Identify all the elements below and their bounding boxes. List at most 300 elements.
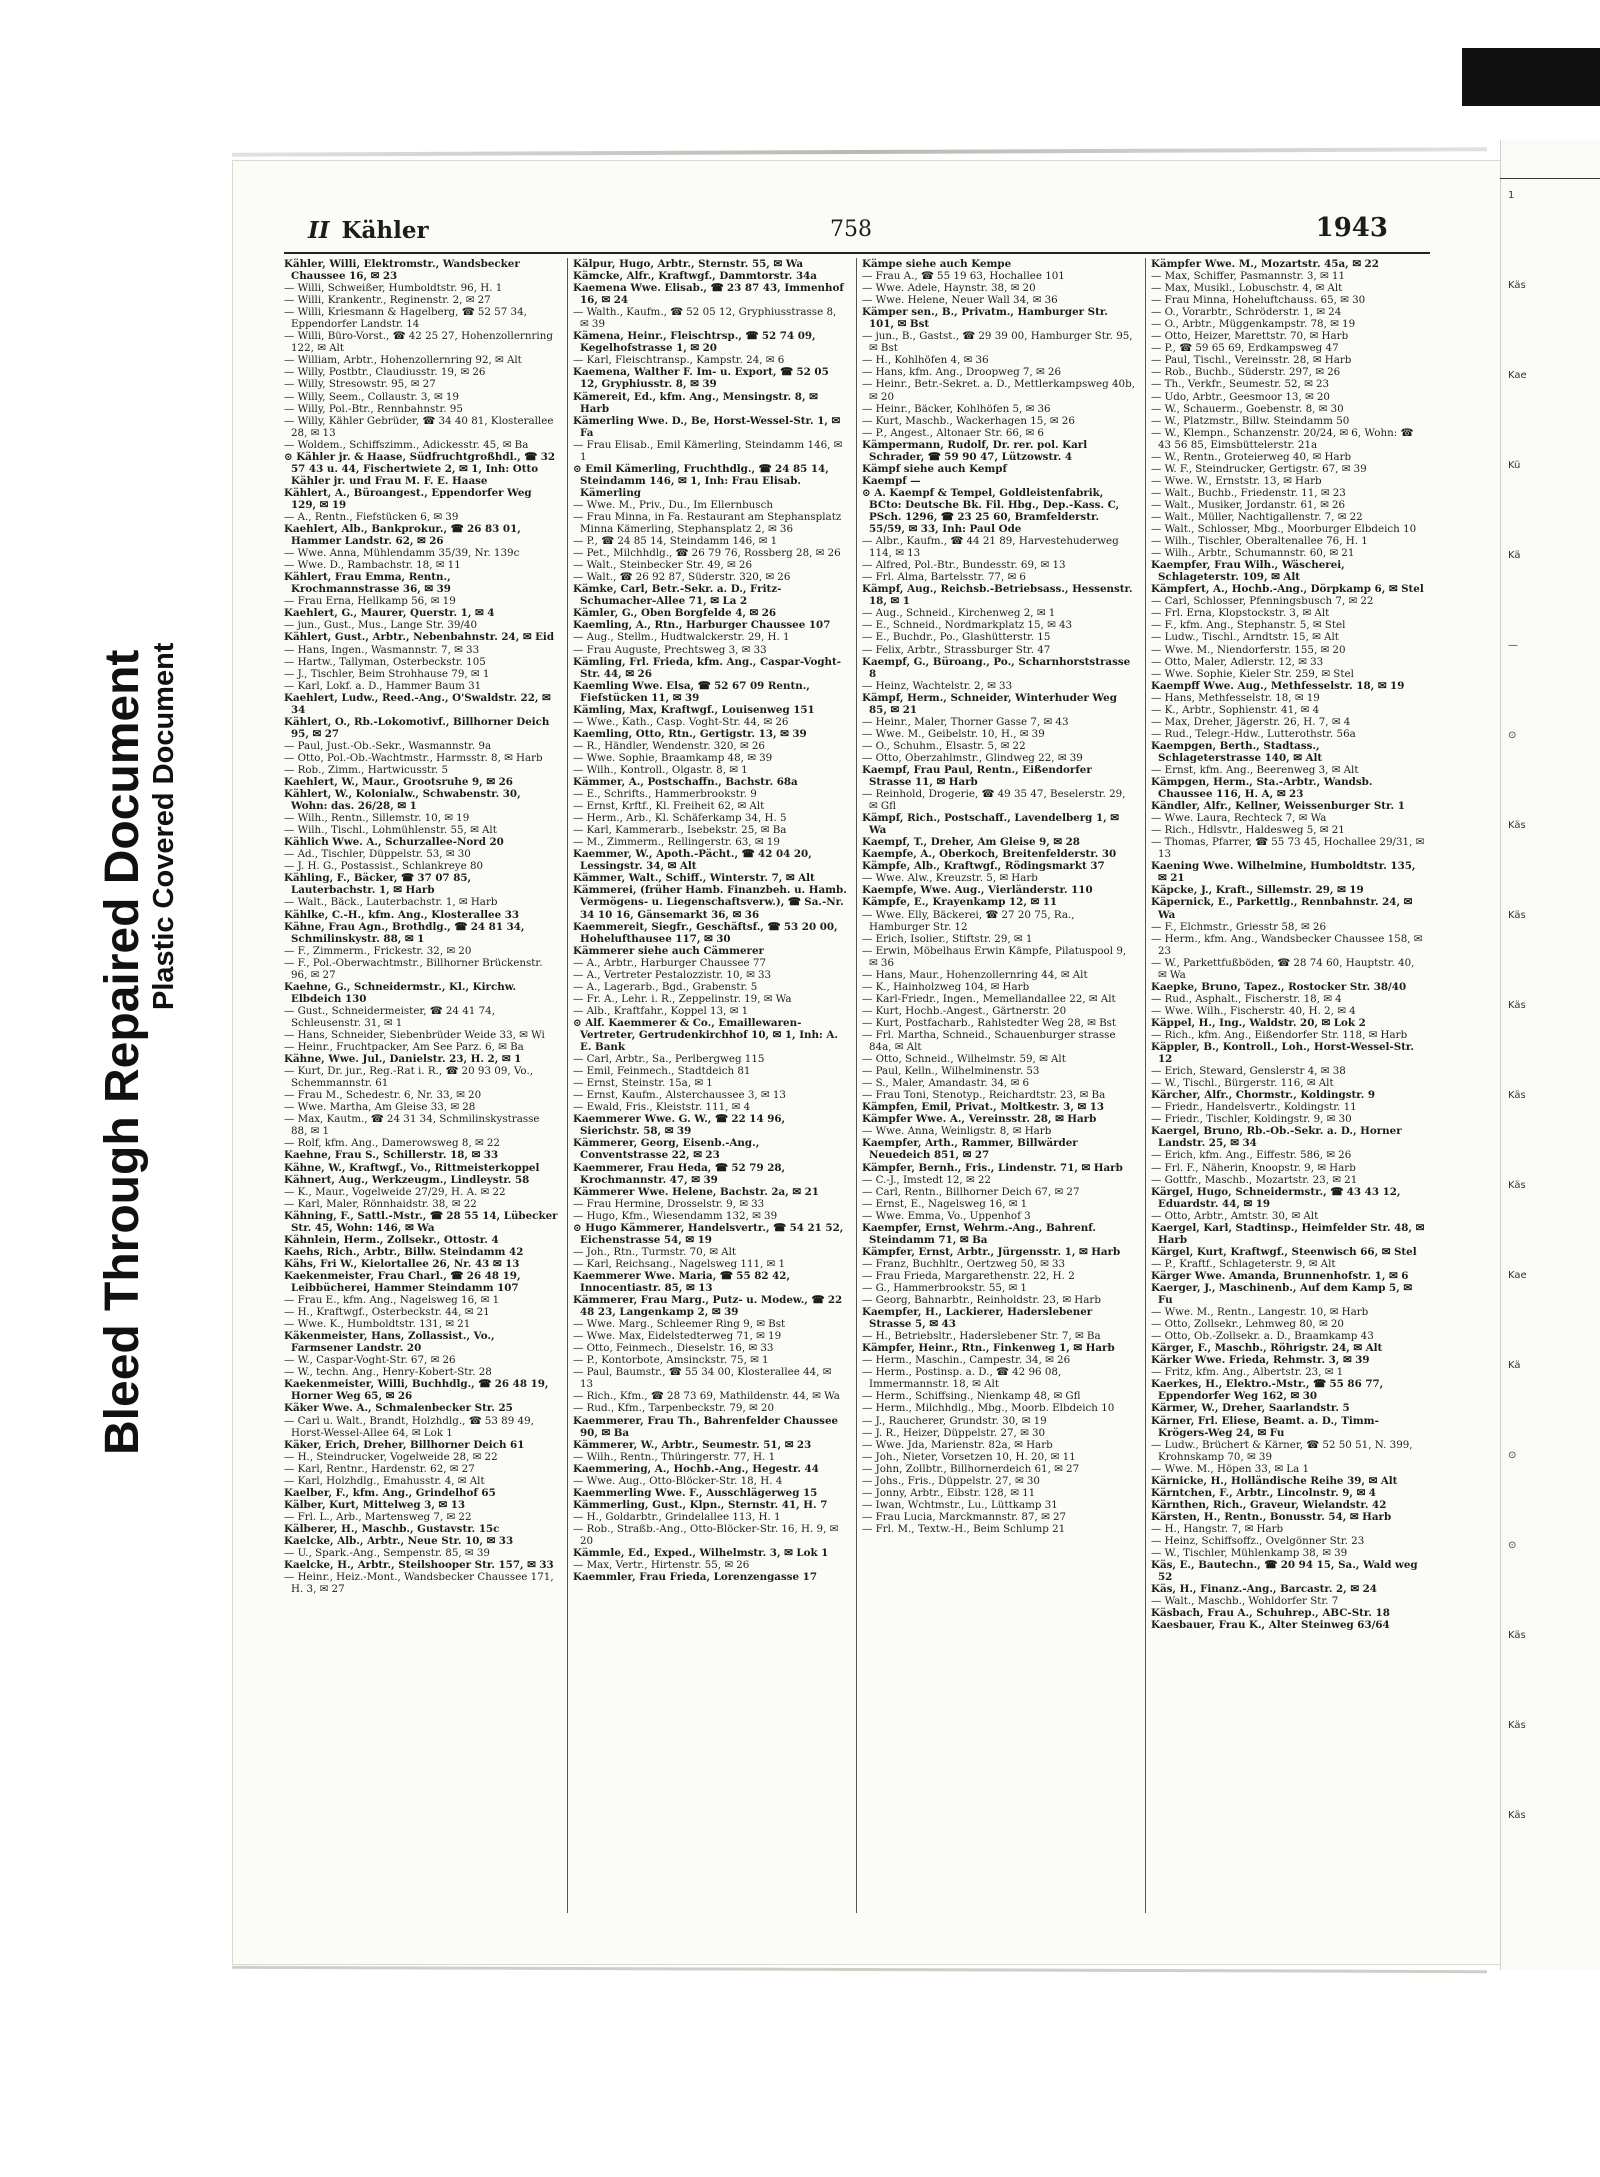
directory-entry: — Wwe. Martha, Am Gleise 33, ✉ 28 bbox=[284, 1101, 476, 1114]
directory-entry: Kämereit, Ed., kfm. Ang., Mensingstr. 8, ✉ Harb bbox=[573, 390, 818, 415]
directory-entry: Kaempfe, A., Oberkoch, Breitenfelderstr. 30 bbox=[862, 848, 1117, 861]
directory-entry: — Jonny, Arbtr., Eibstr. 128, ✉ 11 bbox=[862, 1486, 1036, 1499]
directory-entry: — Ludw., Tischl., Arndtstr. 15, ✉ Alt bbox=[1151, 631, 1339, 644]
directory-entry: — Franz, Buchhltr., Oertzweg 50, ✉ 33 bbox=[862, 1257, 1066, 1270]
directory-entry: Kaehlert, W., Maur., Grootsruhe 9, ✉ 26 bbox=[284, 776, 513, 789]
directory-entry: — Wwe. Jda, Marienstr. 82a, ✉ Harb bbox=[862, 1438, 1053, 1451]
directory-entry: — Max, Dreher, Jägerstr. 26, H. 7, ✉ 4 bbox=[1151, 715, 1351, 728]
directory-entry: — Hans, Ingen., Wasmannstr. 7, ✉ 33 bbox=[284, 643, 480, 656]
next-page-fragment: Käs bbox=[1508, 1810, 1526, 1821]
directory-entry: — Wilh., Rentn., Thüringerstr. 77, H. 1 bbox=[573, 1450, 776, 1463]
directory-entry: — Alb., Kraftfahr., Koppel 13, ✉ 1 bbox=[573, 1004, 749, 1017]
column-divider bbox=[856, 258, 857, 1913]
scanner-shadow bbox=[1462, 48, 1600, 106]
directory-entry: — Walt., Müller, Nachtigallenstr. 7, ✉ 22 bbox=[1151, 510, 1363, 523]
column-divider bbox=[1145, 258, 1146, 1913]
directory-entry: Kähnert, Aug., Werkzeugm., Lindleystr. 58 bbox=[284, 1173, 530, 1186]
directory-entry: — jun., B., Gastst., ☎ 29 39 00, Hamburger Str. 95, ✉ Bst bbox=[862, 330, 1133, 355]
directory-entry: ⊙ A. Kaempf & Tempel, Goldleistenfabrik, BCto: Deutsche Bk. Fil. Hbg., Dep.-Kass. C, PSch. 1296, ☎ 23 25 60, Bramfelderstr. 55/59, ✉ 33, Inh: Paul Ode bbox=[862, 486, 1120, 536]
directory-entry: Kaehne, Frau S., Schillerstr. 18, ✉ 33 bbox=[284, 1149, 499, 1162]
directory-entry: — Hans, Methfesselstr. 18, ✉ 19 bbox=[1151, 691, 1320, 704]
directory-entry: Kämpf, Rich., Postschaff., Lavendelberg 1, ✉ Wa bbox=[862, 812, 1119, 837]
directory-entry: Käppel, H., Ing., Waldstr. 20, ✉ Lok 2 bbox=[1151, 1016, 1366, 1029]
directory-entry: — Rich., Kfm., ☎ 28 73 69, Mathildenstr. 44, ✉ Wa bbox=[573, 1390, 840, 1403]
directory-entry: — Wwe. Sophie, Braamkamp 48, ✉ 39 bbox=[573, 751, 773, 764]
document-status-label: Bleed Through Repaired Document bbox=[96, 649, 149, 1455]
next-page-fragment: 1 bbox=[1508, 190, 1515, 201]
directory-entry: Kämpfer, Ernst, Arbtr., Jürgensstr. 1, ✉ Harb bbox=[862, 1245, 1121, 1258]
directory-entry: — Gottfr., Maschb., Mozartstr. 23, ✉ 21 bbox=[1151, 1173, 1358, 1186]
directory-entry: Käpernick, E., Parkettlg., Rennbahnstr. 24, ✉ Wa bbox=[1151, 896, 1413, 921]
directory-entry: Kähnlein, Herm., Zollsekr., Ottostr. 4 bbox=[284, 1233, 499, 1246]
directory-entry: — A., Rentn., Fiefstücken 6, ✉ 39 bbox=[284, 510, 459, 523]
directory-entry: — W., techn. Ang., Henry-Kobert-Str. 28 bbox=[284, 1366, 492, 1379]
directory-entry: Kaelcke, H., Arbtr., Steilshooper Str. 157, ✉ 33 bbox=[284, 1559, 554, 1572]
directory-entry: Kaempgen, Berth., Stadtass., Schlageterstrasse 140, ✉ Alt bbox=[1151, 739, 1323, 764]
directory-entry: Kaekenmeister, Willi, Buchhdlg., ☎ 26 48 19, Horner Weg 65, ✉ 26 bbox=[284, 1378, 549, 1403]
directory-entry: Kaempff Wwe. Aug., Methfesselstr. 18, ✉ 19 bbox=[1151, 679, 1405, 692]
directory-entry: — Hartw., Tallyman, Osterbeckstr. 105 bbox=[284, 655, 486, 668]
directory-entry: — W., Tischl., Bürgerstr. 116, ✉ Alt bbox=[1151, 1077, 1334, 1090]
directory-entry: Kaemmer, W., Apoth.-Pächt., ☎ 42 04 20, Lessingstr. 34, ✉ Alt bbox=[573, 848, 812, 873]
directory-entry: — Otto, Schneid., Wilhelmstr. 59, ✉ Alt bbox=[862, 1053, 1066, 1066]
directory-entry: Kärnthen, Rich., Graveur, Wielandstr. 42 bbox=[1151, 1498, 1387, 1511]
directory-entry: Käsbach, Frau A., Schuhrep., ABC-Str. 18 bbox=[1151, 1607, 1390, 1620]
directory-entry: — Wwe. Marg., Schleemer Ring 9, ✉ Bst bbox=[573, 1318, 786, 1331]
directory-entry: — Wwe. Anna, Weinligstr. 8, ✉ Harb bbox=[862, 1125, 1052, 1138]
directory-entry: — Willi, Kriesmann & Hagelberg, ☎ 52 57 34, Eppendorfer Landstr. 14 bbox=[284, 306, 527, 331]
directory-entry: — Max, Schiffer, Pasmannstr. 3, ✉ 11 bbox=[1151, 270, 1346, 283]
head-keyword: Kähler bbox=[341, 217, 429, 244]
directory-entry: — Carl, Rentn., Billhorner Deich 67, ✉ 27 bbox=[862, 1185, 1080, 1198]
directory-entry: Kählert, Frau Emma, Rentn., Krochmannstrasse 36, ✉ 39 bbox=[284, 571, 451, 596]
directory-entry: — Ernst, Steinstr. 15a, ✉ 1 bbox=[573, 1077, 713, 1090]
directory-entry: — Udo, Arbtr., Geesmoor 13, ✉ 20 bbox=[1151, 390, 1330, 403]
directory-entry: — Wwe. M., Rentn., Langestr. 10, ✉ Harb bbox=[1151, 1306, 1369, 1319]
top-margin bbox=[0, 0, 1600, 48]
directory-entry: — Heinr., Heiz.-Mont., Wandsbecker Chaussee 171, H. 3, ✉ 27 bbox=[284, 1571, 554, 1596]
directory-entry: — Wwe. M., Niendorferstr. 155, ✉ 20 bbox=[1151, 643, 1346, 656]
directory-entry: — Karl, Fleischtransp., Kampstr. 24, ✉ 6 bbox=[573, 354, 785, 367]
directory-entry: — F., Zimmerm., Frickestr. 32, ✉ 20 bbox=[284, 944, 472, 957]
next-page-fragment: — bbox=[1508, 640, 1518, 651]
directory-entry: — J., Raucherer, Grundstr. 30, ✉ 19 bbox=[862, 1414, 1047, 1427]
directory-entry: — Frau M., Schedestr. 6, Nr. 33, ✉ 20 bbox=[284, 1089, 482, 1102]
directory-entry: — Rud., Telegr.-Hdw., Lutterothstr. 56a bbox=[1151, 727, 1356, 740]
next-page-fragment: Käs bbox=[1508, 910, 1526, 921]
directory-entry: — Gust., Schneidermeister, ☎ 24 41 74, Schleusenstr. 31, ✉ 1 bbox=[284, 1004, 495, 1029]
directory-entry: — Erich, Steward, Genslerstr 4, ✉ 38 bbox=[1151, 1065, 1346, 1078]
directory-entry: Kämpf siehe auch Kempf bbox=[862, 462, 1007, 475]
directory-entry: — E., Schneid., Nordmarkplatz 15, ✉ 43 bbox=[862, 619, 1073, 632]
directory-entry: — Johs., Fris., Düppelstr. 27, ✉ 30 bbox=[862, 1474, 1040, 1487]
directory-entry: Kämling, Frl. Frieda, kfm. Ang., Caspar-Voght-Str. 44, ✉ 26 bbox=[573, 655, 842, 680]
directory-entry: — Wwe. Sophie, Kieler Str. 259, ✉ Stel bbox=[1151, 667, 1354, 680]
directory-entry: — Herm., Arb., Kl. Schäferkamp 34, H. 5 bbox=[573, 812, 787, 825]
next-page-fragment: Käs bbox=[1508, 1180, 1526, 1191]
directory-entry: Käs, E., Bautechn., ☎ 20 94 15, Sa., Wald weg 52 bbox=[1151, 1559, 1418, 1584]
directory-entry: — Ewald, Fris., Kleiststr. 111, ✉ 4 bbox=[573, 1101, 751, 1114]
directory-entry: Kämmerling, Gust., Klpn., Sternstr. 41, H. 7 bbox=[573, 1498, 828, 1511]
directory-entry: ⊙ Hugo Kämmerer, Handelsvertr., ☎ 54 21 52, Eichenstrasse 54, ✉ 19 bbox=[573, 1221, 844, 1246]
directory-entry: — Th., Verkfr., Seumestr. 52, ✉ 23 bbox=[1151, 378, 1330, 391]
directory-entry: — Emil, Feinmech., Stadtdeich 81 bbox=[573, 1065, 751, 1078]
directory-entry: Kämpfer Wwe. M., Mozartstr. 45a, ✉ 22 bbox=[1151, 258, 1379, 270]
directory-entry: — Walth., Kaufm., ☎ 52 05 12, Gryphiusstrasse 8, ✉ 39 bbox=[573, 306, 837, 331]
directory-entry: — Willi, Büro-Vorst., ☎ 42 25 27, Hohenzollernring 122, ✉ Alt bbox=[284, 330, 553, 355]
directory-entry: — Karl, Reichsang., Nagelsweg 111, ✉ 1 bbox=[573, 1257, 786, 1270]
next-page-fragment: Kae bbox=[1508, 370, 1527, 381]
document-condition-label: Plastic Covered Document bbox=[148, 642, 180, 1010]
directory-entry: Kändler, Alfr., Kellner, Weissenburger Str. 1 bbox=[1151, 800, 1405, 813]
directory-entry: Kaempf, G., Büroang., Po., Scharnhorststrasse 8 bbox=[862, 655, 1131, 680]
directory-entry: — Walt., Bäck., Lauterbachstr. 1, ✉ Harb bbox=[284, 896, 498, 909]
directory-entry: — P., Kraftf., Schlageterstr. 9, ✉ Alt bbox=[1151, 1257, 1336, 1270]
directory-entry: Kaemmerling Wwe. F., Ausschlägerweg 15 bbox=[573, 1486, 818, 1499]
directory-entry: — Friedr., Handelsvertr., Koldingstr. 11 bbox=[1151, 1101, 1357, 1114]
directory-entry: — Fritz, kfm. Ang., Albertstr. 23, ✉ 1 bbox=[1151, 1366, 1344, 1379]
directory-entry: — Karl, Rentnr., Hardenstr. 62, ✉ 27 bbox=[284, 1462, 475, 1475]
directory-entry: Kämmer, A., Postschaffn., Bachstr. 68a bbox=[573, 776, 798, 789]
directory-entry: Kämpfe, E., Krayenkamp 12, ✉ 11 bbox=[862, 896, 1058, 909]
directory-entry: Kämpermann, Rudolf, Dr. rer. pol. Karl Schrader, ☎ 59 90 47, Lützowstr. 4 bbox=[862, 438, 1088, 463]
next-page-fragment: Käs bbox=[1508, 1000, 1526, 1011]
directory-entry: Kaemmerer Wwe. G. W., ☎ 22 14 96, Sierichstr. 58, ✉ 39 bbox=[573, 1113, 786, 1138]
directory-entry: Kaening Wwe. Wilhelmine, Humboldtstr. 135, ✉ 21 bbox=[1151, 860, 1416, 885]
directory-entry: Kämpf, Herm., Schneider, Winterhuder Weg 85, ✉ 21 bbox=[862, 691, 1117, 716]
directory-entry: — W., Rentn., Groteierweg 40, ✉ Harb bbox=[1151, 450, 1352, 463]
directory-entry: — Otto, Feinmech., Dieselstr. 16, ✉ 33 bbox=[573, 1342, 774, 1355]
directory-entry: Kämmerer Wwe. Helene, Bachstr. 2a, ✉ 21 bbox=[573, 1185, 819, 1198]
directory-entry: — Frau Minna, Hoheluftchauss. 65, ✉ 30 bbox=[1151, 294, 1366, 307]
directory-entry: — F., kfm. Ang., Stephanstr. 5, ✉ Stel bbox=[1151, 619, 1346, 632]
directory-entry: Kählich Wwe. A., Schurzallee-Nord 20 bbox=[284, 836, 504, 849]
directory-entry: — Iwan, Wchtmstr., Lu., Lüttkamp 31 bbox=[862, 1498, 1058, 1511]
directory-entry: — Wwe., Kath., Casp. Voght-Str. 44, ✉ 26 bbox=[573, 715, 789, 728]
directory-entry: — Frl. M., Textw.-H., Beim Schlump 21 bbox=[862, 1522, 1066, 1535]
directory-entry: — Fr. A., Lehr. i. R., Zeppelinstr. 19, ✉ Wa bbox=[573, 992, 792, 1005]
page-bottom-edge bbox=[232, 1966, 1487, 1973]
directory-entry: — Frau Erna, Hellkamp 56, ✉ 19 bbox=[284, 595, 456, 608]
directory-entry: — J. H. G., Postassist., Schlankreye 80 bbox=[284, 860, 484, 873]
directory-entry: — Frau Hermine, Drosselstr. 9, ✉ 33 bbox=[573, 1197, 765, 1210]
directory-entry: Kärntchen, F., Arbtr., Lincolnstr. 9, ✉ 4 bbox=[1151, 1486, 1376, 1499]
directory-entry: Käpcke, J., Kraft., Sillemstr. 29, ✉ 19 bbox=[1151, 884, 1364, 897]
directory-entry: — John, Zollbtr., Billhornerdeich 61, ✉ 27 bbox=[862, 1462, 1080, 1475]
directory-entry: Kaempf — bbox=[862, 474, 921, 487]
directory-entry: — Frau Frieda, Margarethenstr. 22, H. 2 bbox=[862, 1269, 1075, 1282]
directory-entry: Kärgel, Hugo, Schneidermstr., ☎ 43 43 12, Eduardstr. 44, ✉ 19 bbox=[1151, 1185, 1401, 1210]
directory-entry: Kärcher, Alfr., Chormstr., Koldingstr. 9 bbox=[1151, 1089, 1376, 1102]
directory-entry: — Aug., Schneid., Kirchenweg 2, ✉ 1 bbox=[862, 607, 1056, 620]
directory-entry: Kaempfer, Ernst, Wehrm.-Ang., Bahrenf. Steindamm 71, ✉ Ba bbox=[862, 1221, 1096, 1246]
directory-entry: — J. R., Heizer, Düppelstr. 27, ✉ 30 bbox=[862, 1426, 1046, 1439]
directory-entry: — W., Klempn., Schanzenstr. 20/24, ✉ 6, Wohn: ☎ 43 56 85, Eimsbüttelerstr. 21a bbox=[1151, 426, 1414, 451]
directory-entry: — F., Pol.-Oberwachtmstr., Billhorner Brückenstr. 96, ✉ 27 bbox=[284, 956, 543, 981]
directory-entry: — K., Maur., Vogelweide 27/29, H. A. ✉ 22 bbox=[284, 1185, 506, 1198]
directory-entry: Kämena, Heinr., Fleischtrsp., ☎ 52 74 09, Kegelhofstrasse 1, ✉ 20 bbox=[573, 330, 816, 355]
directory-entry: — Joh., Nieter, Vorsetzen 10, H. 20, ✉ 11 bbox=[862, 1450, 1076, 1463]
directory-entry: — Joh., Rtn., Turmstr. 70, ✉ Alt bbox=[573, 1245, 737, 1258]
directory-entry: — Wilh., Arbtr., Schumannstr. 60, ✉ 21 bbox=[1151, 547, 1355, 560]
directory-entry: — Wwe. M., Priv., Du., Im Ellernbusch bbox=[573, 498, 773, 511]
directory-entry: — Otto, Oberzahlmstr., Glindweg 22, ✉ 39 bbox=[862, 751, 1083, 764]
directory-entry: — Heinr., Fruchtpacker, Am See Parz. 6, ✉ Ba bbox=[284, 1041, 524, 1054]
directory-entry: — Frau Auguste, Prechtsweg 3, ✉ 33 bbox=[573, 643, 767, 656]
directory-entry: Kämcke, Alfr., Kraftwgf., Dammtorstr. 34a bbox=[573, 270, 817, 283]
directory-entry: — Max, Kautm., ☎ 24 31 34, Schmilinskystrasse 88, ✉ 1 bbox=[284, 1113, 540, 1138]
directory-entry: Kaergel, Karl, Stadtinsp., Heimfelder Str. 48, ✉ Harb bbox=[1151, 1221, 1425, 1246]
directory-entry: Kaempfer, H., Lackierer, Haderslebener Strasse 5, ✉ 43 bbox=[862, 1306, 1093, 1331]
directory-entry: — Rich., Hdlsvtr., Haldesweg 5, ✉ 21 bbox=[1151, 824, 1345, 837]
directory-entry: — Rob., Buchb., Süderstr. 297, ✉ 26 bbox=[1151, 366, 1341, 379]
directory-entry: Kähs, Fri W., Kielortallee 26, Nr. 43 ✉ 13 bbox=[284, 1257, 520, 1270]
directory-entry: Kaempf, T., Dreher, Am Gleise 9, ✉ 28 bbox=[862, 836, 1080, 849]
directory-entry: — Frl. Alma, Bartelsstr. 77, ✉ 6 bbox=[862, 571, 1026, 584]
section-numeral: II bbox=[308, 217, 330, 244]
directory-entry: — E., Schrifts., Hammerbrookstr. 9 bbox=[573, 788, 757, 801]
directory-entry: Kaehs, Rich., Arbtr., Billw. Steindamm 42 bbox=[284, 1245, 524, 1258]
directory-entry: — Walt., Steinbecker Str. 49, ✉ 26 bbox=[573, 559, 753, 572]
directory-entry: — Max, Vertr., Hirtenstr. 55, ✉ 26 bbox=[573, 1559, 750, 1572]
directory-entry: Kaemling Wwe. Elsa, ☎ 52 67 09 Rentn., Fiefstücken 11, ✉ 39 bbox=[573, 679, 810, 704]
directory-entry: — Willy, Pol.-Btr., Rennbahnstr. 95 bbox=[284, 402, 463, 415]
directory-entry: — K., Hainholzweg 104, ✉ Harb bbox=[862, 980, 1030, 993]
directory-entry: Kaergel, Bruno, Rb.-Ob.-Sekr. a. D., Horner Landstr. 25, ✉ 34 bbox=[1151, 1125, 1402, 1150]
directory-entry: — Kurt, Hochb.-Angest., Gärtnerstr. 20 bbox=[862, 1004, 1067, 1017]
directory-entry: — Wwe. Max, Eidelstedterweg 71, ✉ 19 bbox=[573, 1330, 782, 1343]
directory-entry: — M., Zimmerm., Rellingerstr. 63, ✉ 19 bbox=[573, 836, 780, 849]
directory-entry: — Hans, kfm. Ang., Droopweg 7, ✉ 26 bbox=[862, 366, 1062, 379]
directory-entry: — Rolf, kfm. Ang., Damerowsweg 8, ✉ 22 bbox=[284, 1137, 500, 1150]
directory-entry: — Karl-Friedr., Ingen., Memellandallee 22, ✉ Alt bbox=[862, 992, 1116, 1005]
directory-entry: — jun., Gust., Mus., Lange Str. 39/40 bbox=[284, 619, 477, 632]
column-1 bbox=[284, 258, 558, 1918]
directory-entry: Kaemmereit, Siegfr., Geschäftsf., ☎ 53 20 00, Hohelufthausee 117, ✉ 30 bbox=[573, 920, 838, 945]
next-page-fragment: ⊙ bbox=[1508, 1540, 1517, 1551]
directory-entry: Kaemmering, A., Hochb.-Ang., Hegestr. 44 bbox=[573, 1462, 819, 1475]
directory-entry: — Wwe. M., Geibelstr. 10, H., ✉ 39 bbox=[862, 727, 1045, 740]
directory-entry: Kämmerer, W., Arbtr., Seumestr. 51, ✉ 23 bbox=[573, 1438, 812, 1451]
directory-entry: — Alfred, Pol.-Btr., Bundesstr. 69, ✉ 13 bbox=[862, 559, 1066, 572]
directory-entry: Kählert, Gust., Arbtr., Nebenbahnstr. 24, ✉ Eid bbox=[284, 631, 555, 644]
directory-entry: — Frau Elisab., Emil Kämerling, Steindamm 146, ✉ 1 bbox=[573, 438, 843, 463]
left-margin bbox=[0, 48, 178, 2177]
column-3 bbox=[862, 258, 1136, 1918]
directory-entry: — Ernst, Krftf., Kl. Freiheit 62, ✉ Alt bbox=[573, 800, 765, 813]
directory-entry: — Erich, kfm. Ang., Eiffestr. 586, ✉ 26 bbox=[1151, 1149, 1352, 1162]
next-page-fragment: Käs bbox=[1508, 1090, 1526, 1101]
directory-entry: Kaemmerer, Frau Th., Bahrenfelder Chaussee 90, ✉ Ba bbox=[573, 1414, 839, 1439]
directory-entry: — P., Kontorbote, Amsinckstr. 75, ✉ 1 bbox=[573, 1354, 769, 1367]
directory-entry: — U., Spark.-Ang., Sempenstr. 85, ✉ 39 bbox=[284, 1547, 490, 1560]
directory-entry: — F., Elchmstr., Griesstr 58, ✉ 26 bbox=[1151, 920, 1327, 933]
directory-entry: Kaemena Wwe. Elisab., ☎ 23 87 43, Immenhof 16, ✉ 24 bbox=[573, 282, 844, 307]
directory-entry: Kärger Wwe. Amanda, Brunnenhofstr. 1, ✉ 6 bbox=[1151, 1269, 1409, 1282]
directory-entry: — Wilh., Tischl., Lohmühlenstr. 55, ✉ Alt bbox=[284, 824, 497, 837]
directory-entry: — H., Steindrucker, Vogelweide 28, ✉ 22 bbox=[284, 1450, 498, 1463]
directory-entry: — W. F., Steindrucker, Gertigstr. 67, ✉ 39 bbox=[1151, 462, 1367, 475]
directory-entry: Kaempf, Frau Paul, Rentn., Eißendorfer Strasse 11, ✉ Harb bbox=[862, 763, 1092, 789]
directory-entry: ⊙ Alf. Kaemmerer & Co., Emaillewaren-Vertreter, Gertrudenkirchhof 10, ✉ 1, Inh: A. E. Bank bbox=[573, 1016, 838, 1054]
directory-entry: — Heinz, Wachtelstr. 2, ✉ 33 bbox=[862, 679, 1013, 692]
directory-entry: — Heinz, Schiffsoffz., Ovelgönner Str. 23 bbox=[1151, 1534, 1365, 1547]
directory-entry: — Herm., Milchhdlg., Mbg., Moorb. Elbdeich 10 bbox=[862, 1402, 1115, 1415]
directory-entry: — Felix, Arbtr., Strassburger Str. 47 bbox=[862, 643, 1051, 656]
directory-entry: Kämerling Wwe. D., Be, Horst-Wessel-Str. 1, ✉ Fa bbox=[573, 414, 841, 439]
directory-entry: — Kurt, Postfacharb., Rahlstedter Weg 28, ✉ Bst bbox=[862, 1016, 1117, 1029]
next-page-fragment: Käs bbox=[1508, 1630, 1526, 1641]
directory-entry: — Willy, Kähler Gebrüder, ☎ 34 40 81, Klosterallee 28, ✉ 13 bbox=[284, 414, 554, 439]
directory-entry: Kaemling, A., Rtn., Harburger Chaussee 107 bbox=[573, 619, 831, 632]
directory-entry: — Frl. Martha, Schneid., Schauenburger strasse 84a, ✉ Alt bbox=[862, 1029, 1116, 1054]
directory-entry: Kählert, W., Kolonialw., Schwabenstr. 30, Wohn: das. 26/28, ✉ 1 bbox=[284, 788, 521, 813]
directory-entry: — Frau Toni, Stenotyp., Reichardtstr. 23, ✉ Ba bbox=[862, 1089, 1106, 1102]
directory-entry: — Wwe. Adele, Haynstr. 38, ✉ 20 bbox=[862, 282, 1036, 295]
directory-entry: Kärmer, W., Dreher, Saarlandstr. 5 bbox=[1151, 1402, 1350, 1415]
directory-entry: — Hugo, Kfm., Wiesendamm 132, ✉ 39 bbox=[573, 1209, 778, 1222]
directory-entry: — Rud., Asphalt., Fischerstr. 18, ✉ 4 bbox=[1151, 992, 1342, 1005]
directory-entry: Kaerkes, H., Elektro.-Mstr., ☎ 55 86 77, Eppendorfer Weg 162, ✉ 30 bbox=[1151, 1378, 1384, 1403]
running-head bbox=[308, 217, 429, 244]
directory-entry: — Willi, Krankentr., Reginenstr. 2, ✉ 27 bbox=[284, 294, 491, 307]
directory-entry: — S., Maler, Amandastr. 34, ✉ 6 bbox=[862, 1077, 1030, 1090]
directory-entry: — W., Schauerm., Goebenstr. 8, ✉ 30 bbox=[1151, 402, 1344, 415]
directory-entry: Kaekenmeister, Frau Charl., ☎ 26 48 19, Leibbücherei, Hammer Steindamm 107 bbox=[284, 1269, 521, 1294]
directory-entry: Kaerger, J., Maschinenb., Auf dem Kamp 5, ✉ Fu bbox=[1151, 1281, 1413, 1307]
directory-entry: Kämler, G., Oben Borgfelde 4, ✉ 26 bbox=[573, 607, 777, 620]
directory-entry: — Rud., Kfm., Tarpenbeckstr. 79, ✉ 20 bbox=[573, 1402, 774, 1415]
directory-entry: — Kurt, Dr. jur., Reg.-Rat i. R., ☎ 20 93 09, Vo., Schemmannstr. 61 bbox=[284, 1065, 533, 1090]
next-page-fragment: Käs bbox=[1508, 280, 1526, 291]
directory-entry: Kaesbauer, Frau K., Alter Steinweg 63/64 bbox=[1151, 1619, 1390, 1632]
directory-entry: — Max, Musikl., Lobuschstr. 4, ✉ Alt bbox=[1151, 282, 1343, 295]
directory-entry: — Ernst, Kaufm., Alsterchaussee 3, ✉ 13 bbox=[573, 1089, 786, 1102]
directory-entry: Kärsten, H., Rentn., Bonusstr. 54, ✉ Harb bbox=[1151, 1510, 1392, 1523]
directory-entry: Kaempfer, Arth., Rammer, Billwärder Neuedeich 851, ✉ 27 bbox=[862, 1137, 1078, 1162]
directory-entry: Kämke, Carl, Betr.-Sekr. a. D., Fritz-Schumacher-Allee 71, ✉ La 2 bbox=[573, 583, 782, 608]
directory-entry: Kälpur, Hugo, Arbtr., Sternstr. 55, ✉ Wa bbox=[573, 258, 804, 270]
directory-entry: Kählert, O., Rb.-Lokomotivf., Billhorner Deich 95, ✉ 27 bbox=[284, 715, 550, 740]
directory-entry: — William, Arbtr., Hohenzollernring 92, ✉ Alt bbox=[284, 354, 522, 367]
directory-entry: — Heinr., Betr.-Sekret. a. D., Mettlerkampsweg 40b, ✉ 20 bbox=[862, 378, 1135, 403]
directory-entry: — Ernst, kfm. Ang., Beerenweg 3, ✉ Alt bbox=[1151, 763, 1359, 776]
directory-entry: — Paul, Kelln., Wilhelminenstr. 53 bbox=[862, 1065, 1040, 1078]
directory-entry: — C.-J., Imstedt 12, ✉ 22 bbox=[862, 1173, 991, 1186]
directory-entry: — Aug., Stellm., Hudtwalckerstr. 29, H. 1 bbox=[573, 631, 790, 644]
directory-entry: — E., Buchdr., Po., Glashütterstr. 15 bbox=[862, 631, 1051, 644]
directory-entry: — Otto, Pol.-Ob.-Wachtmstr., Harmsstr. 8, ✉ Harb bbox=[284, 751, 543, 764]
directory-entry: Kaelber, F., kfm. Ang., Grindelhof 65 bbox=[284, 1486, 496, 1499]
next-page-fragment: Kü bbox=[1508, 460, 1521, 471]
directory-entry: — Wwe. Helene, Neuer Wall 34, ✉ 36 bbox=[862, 294, 1058, 307]
directory-columns bbox=[284, 258, 1430, 1918]
directory-entry: Käker Wwe. A., Schmalenbecker Str. 25 bbox=[284, 1402, 513, 1415]
directory-entry: Kaemena, Walther F. Im- u. Export, ☎ 52 05 12, Gryphiusstr. 8, ✉ 39 bbox=[573, 366, 829, 391]
directory-entry: — Ernst, E., Nagelsweg 16, ✉ 1 bbox=[862, 1197, 1028, 1210]
directory-entry: Kaemmerer Wwe. Maria, ☎ 55 82 42, Innocentiastr. 85, ✉ 13 bbox=[573, 1269, 791, 1294]
directory-entry: — O., Schuhm., Elsastr. 5, ✉ 22 bbox=[862, 739, 1026, 752]
directory-entry: — Heinr., Maler, Thorner Gasse 7, ✉ 43 bbox=[862, 715, 1069, 728]
directory-entry: Kämpf, Aug., Reichsb.-Betriebsass., Hessenstr. 18, ✉ 1 bbox=[862, 583, 1133, 608]
directory-entry: — Hans, Schneider, Siebenbrüder Weide 33, ✉ Wi bbox=[284, 1029, 545, 1041]
directory-entry: — R., Händler, Wendenstr. 320, ✉ 26 bbox=[573, 739, 765, 752]
directory-entry: Kählert, A., Büroangest., Eppendorfer Weg 129, ✉ 19 bbox=[284, 486, 532, 511]
directory-entry: — Herm., Postinsp. a. D., ☎ 42 96 08, Immermannstr. 18, ✉ Alt bbox=[862, 1366, 1062, 1391]
next-page-fragment: ⊙ bbox=[1508, 1450, 1517, 1461]
directory-entry: — Wwe. Emma, Vo., Uppenhof 3 bbox=[862, 1209, 1031, 1222]
directory-entry: — Walt., Schlosser, Mbg., Moorburger Elbdeich 10 bbox=[1151, 523, 1417, 536]
directory-entry: — Erwin, Möbelhaus Erwin Kämpfe, Pilatuspool 9, ✉ 36 bbox=[862, 944, 1127, 969]
directory-entry: — Frau A., ☎ 55 19 63, Hochallee 101 bbox=[862, 270, 1065, 283]
directory-entry: — Karl, Kammerarb., Isebekstr. 25, ✉ Ba bbox=[573, 824, 787, 837]
next-page-fragment: Kä bbox=[1508, 550, 1521, 561]
directory-entry: Kärgel, Kurt, Kraftwgf., Steenwisch 66, ✉ Stel bbox=[1151, 1245, 1417, 1258]
directory-entry: — Walt., Musiker, Jordanstr. 61, ✉ 26 bbox=[1151, 498, 1346, 511]
directory-entry: — Carl, Arbtr., Sa., Perlbergweg 115 bbox=[573, 1053, 765, 1066]
directory-entry: — Reinhold, Drogerie, ☎ 49 35 47, Beselerstr. 29, ✉ Gfl bbox=[862, 788, 1126, 813]
header-rule bbox=[284, 252, 1430, 254]
directory-entry: Kärnicke, H., Holländische Reihe 39, ✉ Alt bbox=[1151, 1474, 1398, 1487]
directory-entry: Kaemmler, Frau Frieda, Lorenzengasse 17 bbox=[573, 1571, 818, 1584]
directory-entry: Kälberer, H., Maschb., Gustavstr. 15c bbox=[284, 1522, 500, 1535]
directory-entry: — O., Arbtr., Müggenkampstr. 78, ✉ 19 bbox=[1151, 318, 1356, 331]
directory-entry: — Heinr., Bäcker, Kohlhöfen 5, ✉ 36 bbox=[862, 402, 1051, 415]
next-page-fragment: ⊙ bbox=[1508, 730, 1517, 741]
directory-entry: Kämmerer siehe auch Cämmerer bbox=[573, 944, 764, 957]
directory-entry: — H., Betriebsltr., Haderslebener Str. 7, ✉ Ba bbox=[862, 1330, 1101, 1343]
next-page-fragment: Käs bbox=[1508, 1720, 1526, 1731]
directory-entry: — Georg, Bahnarbtr., Reinholdstr. 23, ✉ Harb bbox=[862, 1294, 1101, 1307]
directory-entry: — P., ☎ 59 65 69, Erdkampsweg 47 bbox=[1151, 342, 1339, 355]
directory-entry: — Hans, Maur., Hohenzollernring 44, ✉ Alt bbox=[862, 968, 1088, 981]
directory-entry: — Wilh., Rentn., Sillemstr. 10, ✉ 19 bbox=[284, 812, 470, 825]
directory-entry: Kämpfen, Emil, Privat., Moltkestr. 3, ✉ 13 bbox=[862, 1101, 1105, 1114]
directory-entry: Käkenmeister, Hans, Zollassist., Vo., Farmsener Landstr. 20 bbox=[284, 1330, 495, 1355]
directory-entry: — W., Platzmstr., Billw. Steindamm 50 bbox=[1151, 414, 1350, 427]
column-divider bbox=[567, 258, 568, 1913]
directory-entry: — Frau Lucia, Marckmannstr. 87, ✉ 27 bbox=[862, 1510, 1067, 1523]
directory-entry: — Rob., Zimm., Hartwicusstr. 5 bbox=[284, 763, 449, 776]
column-2 bbox=[573, 258, 847, 1918]
directory-entry: — Frau Minna, in Fa. Restaurant am Stephansplatz Minna Kämerling, Stephansplatz 2, ✉ 36 bbox=[573, 510, 842, 536]
directory-entry: — Walt., Maschb., Wohldorfer Str. 7 bbox=[1151, 1595, 1339, 1608]
directory-entry: — Frl. Erna, Klopstockstr. 3, ✉ Alt bbox=[1151, 607, 1330, 620]
directory-entry: — Wwe. K., Humboldtstr. 131, ✉ 21 bbox=[284, 1318, 471, 1331]
directory-entry: Kähning, F., Sattl.-Mstr., ☎ 28 55 14, Lübecker Str. 45, Wohn: 146, ✉ Wa bbox=[284, 1209, 558, 1234]
next-page-fragment: Käs bbox=[1508, 820, 1526, 831]
directory-entry: — O., Vorarbtr., Schröderstr. 1, ✉ 24 bbox=[1151, 306, 1342, 319]
directory-entry: — Walt., Buchb., Friedenstr. 11, ✉ 23 bbox=[1151, 486, 1346, 499]
directory-entry: Kämmer, Walt., Schiff., Winterstr. 7, ✉ Alt bbox=[573, 872, 815, 885]
directory-entry: Kämpfer Wwe. A., Vereinsstr. 28, ✉ Harb bbox=[862, 1113, 1097, 1126]
directory-entry: — Albr., Kaufm., ☎ 44 21 89, Harvestehuderweg 114, ✉ 13 bbox=[862, 535, 1119, 560]
directory-entry: — Wwe. D., Rambachstr. 18, ✉ 11 bbox=[284, 559, 461, 572]
next-page-fragment: Kae bbox=[1508, 1270, 1527, 1281]
directory-entry: — Wwe. Wilh., Fischerstr. 40, H. 2, ✉ 4 bbox=[1151, 1004, 1356, 1017]
directory-entry: — Kurt, Maschb., Wackerhagen 15, ✉ 26 bbox=[862, 414, 1075, 427]
directory-entry: Käs, H., Finanz.-Ang., Barcastr. 2, ✉ 24 bbox=[1151, 1583, 1377, 1596]
next-page-rule bbox=[1500, 178, 1600, 179]
page-header bbox=[308, 213, 1388, 247]
directory-entry: Kärker Wwe. Frieda, Rehmstr. 3, ✉ 39 bbox=[1151, 1354, 1370, 1367]
directory-entry: Kämpgen, Herm., Sta.-Arbtr., Wandsb. Chaussee 116, H. A, ✉ 23 bbox=[1151, 776, 1373, 801]
directory-entry: — Carl u. Walt., Brandt, Holzhdlg., ☎ 53 89 49, Horst-Wessel-Allee 64, ✉ Lok 1 bbox=[284, 1414, 534, 1439]
directory-entry: Kählke, C.-H., kfm. Ang., Klosterallee 33 bbox=[284, 908, 520, 921]
page-number: 758 bbox=[830, 217, 872, 242]
directory-entry: Kämpfert, A., Hochb.-Ang., Dörpkamp 6, ✉ Stel bbox=[1151, 583, 1424, 596]
directory-entry: Kämper sen., B., Privatm., Hamburger Str. 101, ✉ Bst bbox=[862, 306, 1108, 331]
